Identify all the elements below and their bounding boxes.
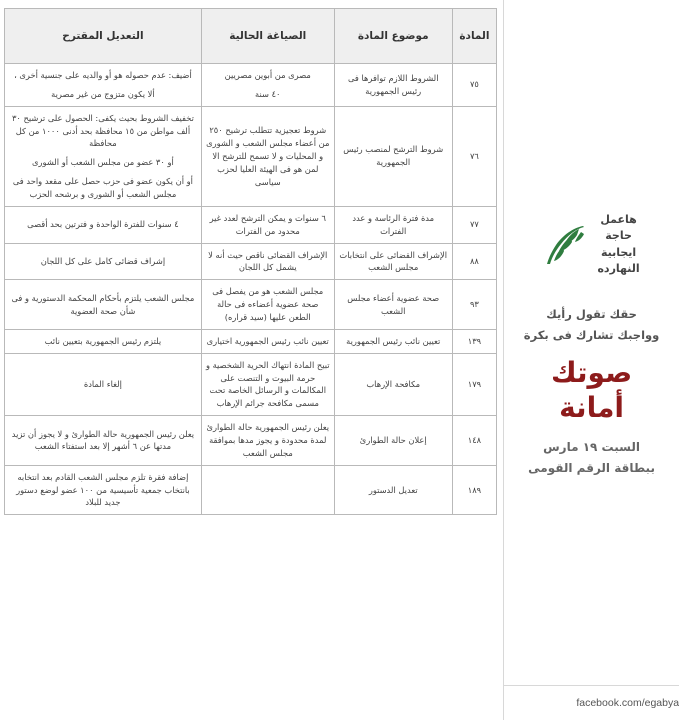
paragraph: يعلن رئيس الجمهورية حالة الطوارئ لمدة محدودة و يجوز مدها بموافقة مجلس الشعب bbox=[206, 422, 330, 458]
table-row bbox=[5, 465, 497, 515]
logo-line-2: حاجة bbox=[605, 229, 632, 243]
cell-subject: صحة عضوية أعضاء مجلس الشعب bbox=[334, 280, 452, 330]
cell-current-text bbox=[201, 280, 334, 330]
paragraph: أو أن يكون عضو فى حزب حصل على مقعد واحد فى مجلس الشعب أو الشورى و برشحه الحزب bbox=[12, 176, 193, 200]
cell-article-number: ١٧٩ bbox=[452, 353, 496, 415]
cell-article-number: ١٨٩ bbox=[452, 465, 496, 515]
poster-slogan bbox=[518, 304, 665, 345]
paragraph: شروط تعجيزية تتطلب ترشيح ٢٥٠ من أعضاء مجلس الشعب و الشورى و المحليات و لا تسمح للترشح الا لمن هو فى الهيئة العليا لحزب سياسى bbox=[206, 125, 330, 187]
paragraph: مجلس الشعب يلتزم بأحكام المحكمة الدستورية و فى شأن صحة العضوية bbox=[11, 292, 195, 316]
cell-article-number: ٧٧ bbox=[452, 206, 496, 243]
paragraph: تبيح المادة انتهاك الحرية الشخصية و حرمة البيوت و التنصت على المكالمات و الرسائل الخاصة تحت مسمى مكافحة جرائم الإرهاب bbox=[205, 359, 330, 409]
cell-subject: إعلان حالة الطوارئ bbox=[334, 416, 452, 466]
poster-headline: صوتك أمانة bbox=[550, 356, 633, 425]
cell-amendment-text bbox=[5, 353, 202, 415]
table-row bbox=[5, 416, 497, 466]
paragraph: ٤ سنوات للفترة الواحدة و فترتين بحد أقصى bbox=[27, 219, 179, 230]
logo-line-3: ايجابية bbox=[600, 245, 637, 259]
cell-current-text bbox=[201, 243, 334, 280]
cell-article-number: ٧٦ bbox=[452, 106, 496, 206]
cell-current-text bbox=[201, 465, 334, 515]
cell-amendment-text bbox=[5, 106, 202, 206]
paragraph: إشراف قضائى كامل على كل اللجان bbox=[40, 256, 166, 267]
paragraph: إلغاء المادة bbox=[83, 379, 122, 390]
column-header-current: الصياغة الحالية bbox=[201, 9, 334, 64]
date-line-1: السبت ١٩ مارس bbox=[543, 440, 640, 455]
paragraph: يلتزم رئيس الجمهورية بتعيين نائب bbox=[44, 335, 162, 346]
table-row bbox=[5, 243, 497, 280]
paragraph: إضافة فقرة تلزم مجلس الشعب القادم بعد انتخابه بانتخاب جمعية تأسيسية من ١٠٠ عضو لوضع دستور جديد للبلاد bbox=[16, 471, 190, 508]
cell-current-text bbox=[201, 206, 334, 243]
table-row bbox=[5, 106, 497, 206]
table-header-row bbox=[5, 9, 497, 64]
cell-subject: شروط الترشح لمنصب رئيس الجمهورية bbox=[334, 106, 452, 206]
campaign-logo bbox=[518, 212, 665, 278]
paragraph: مجلس الشعب هو من يفصل فى صحة عضوية أعضاءه فى حالة الطعن عليها (سيد قراره) bbox=[212, 286, 324, 323]
footer-bar bbox=[504, 685, 679, 720]
cell-subject: مكافحة الإرهاب bbox=[334, 353, 452, 415]
logo-text bbox=[597, 212, 639, 278]
facebook-page-link[interactable]: facebook.com/egabya bbox=[576, 697, 679, 709]
cell-amendment-text bbox=[5, 329, 202, 353]
cell-current-text bbox=[201, 416, 334, 466]
paragraph: تخفيف الشروط بحيث يكفى: الحصول على ترشيح ٣٠ ألف مواطن من ١٥ محافظة بحد أدنى ١٠٠٠ من كل محافظة bbox=[11, 112, 194, 149]
paragraph: أضيف: عدم حصوله هو أو والديه على جنسية أخرى ، bbox=[14, 70, 192, 80]
date-line-2: ببطاقة الرقم القومى bbox=[528, 460, 655, 475]
cell-subject: الإشراف القضائى على انتخابات مجلس الشعب bbox=[334, 243, 452, 280]
table-row bbox=[5, 64, 497, 107]
cell-article-number: ١٤٨ bbox=[452, 416, 496, 466]
table-row bbox=[5, 280, 497, 330]
paragraph: تعيين نائب رئيس الجمهورية اختيارى bbox=[206, 335, 329, 346]
column-header-subject: موضوع المادة bbox=[334, 9, 452, 64]
amendments-table bbox=[4, 8, 497, 515]
cell-current-text bbox=[201, 64, 334, 107]
paragraph: الإشراف القضائى ناقص حيث أنه لا يشمل كل اللجان bbox=[208, 249, 328, 273]
cell-subject: تعيين نائب رئيس الجمهورية bbox=[334, 329, 452, 353]
paragraph: يعلن رئيس الجمهورية حالة الطوارئ و لا يجوز أن تزيد مدتها عن ٦ أشهر إلا بعد استفتاء الشعب bbox=[11, 428, 195, 452]
cell-current-text bbox=[201, 329, 334, 353]
poster-content bbox=[504, 212, 679, 478]
cell-subject: تعديل الدستور bbox=[334, 465, 452, 515]
table-row bbox=[5, 206, 497, 243]
cell-article-number: ٧٥ bbox=[452, 64, 496, 107]
cell-article-number: ١٣٩ bbox=[452, 329, 496, 353]
column-header-amendment: التعديل المقترح bbox=[5, 9, 202, 64]
leaf-icon bbox=[543, 223, 589, 267]
cell-amendment-text bbox=[5, 206, 202, 243]
table-row bbox=[5, 329, 497, 353]
paragraph: ٦ سنوات و يمكن الترشح لعدد غير محدود من الفترات bbox=[209, 212, 326, 236]
paragraph: مصرى من أبوين مصريين bbox=[224, 70, 311, 80]
cell-current-text bbox=[201, 106, 334, 206]
cell-article-number: ٩٣ bbox=[452, 280, 496, 330]
logo-line-4: النهارده bbox=[597, 262, 640, 276]
cell-amendment-text bbox=[5, 64, 202, 107]
cell-subject: الشروط اللازم توافرها فى رئيس الجمهورية bbox=[334, 64, 452, 107]
paragraph: ٤٠ سنة bbox=[255, 88, 281, 99]
poster-date bbox=[518, 437, 665, 478]
cell-amendment-text bbox=[5, 280, 202, 330]
logo-line-1: هاعمل bbox=[600, 212, 637, 226]
paragraph: أو ٣٠ عضو من مجلس الشعب أو الشورى bbox=[32, 157, 174, 168]
paragraph: ألا يكون متزوج من غير مصرية bbox=[51, 88, 155, 99]
column-header-article: المادة bbox=[452, 9, 496, 64]
cell-amendment-text bbox=[5, 243, 202, 280]
cell-amendment-text bbox=[5, 416, 202, 466]
slogan-line-2: وواجبك تشارك فى بكرة bbox=[523, 327, 660, 342]
cell-subject: مدة فترة الرئاسة و عدد الفترات bbox=[334, 206, 452, 243]
poster-sidebar bbox=[503, 0, 679, 720]
table-header bbox=[5, 9, 497, 64]
table-row bbox=[5, 353, 497, 415]
cell-article-number: ٨٨ bbox=[452, 243, 496, 280]
cell-amendment-text bbox=[5, 465, 202, 515]
table-body bbox=[5, 64, 497, 515]
cell-current-text bbox=[201, 353, 334, 415]
slogan-line-1: حقك تقول رأيك bbox=[546, 306, 637, 321]
